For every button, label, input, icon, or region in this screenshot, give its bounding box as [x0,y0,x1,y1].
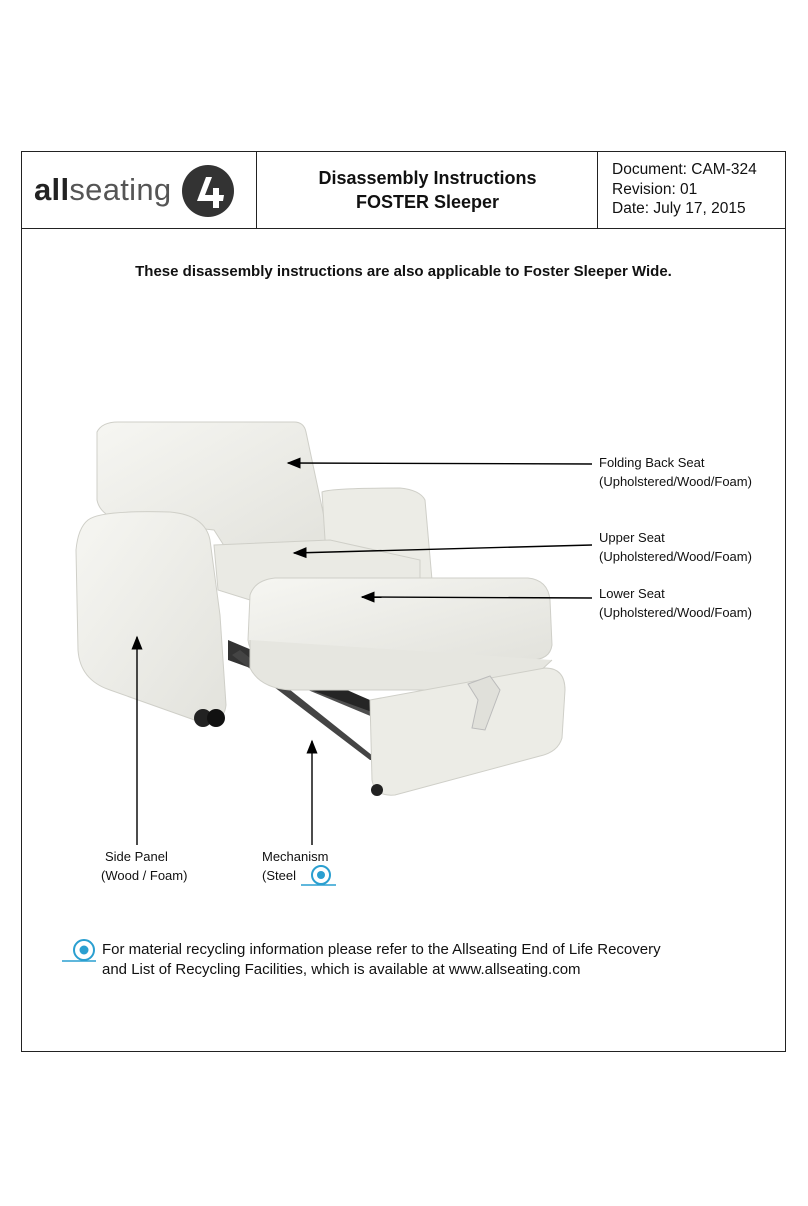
label-lower-seat: Lower Seat (Upholstered/Wood/Foam) [599,586,752,620]
callout-arrow [288,463,592,464]
label-mechanism: Mechanism (Steel [262,849,329,883]
document-number: Document: CAM-324 [612,161,757,178]
document-title: Disassembly Instructions FOSTER Sleeper [318,168,537,212]
label-side-panel: Side Panel (Wood / Foam) [101,849,188,883]
recycle-icon [62,940,96,961]
label-folding-back-seat: Folding Back Seat (Upholstered/Wood/Foam) [599,455,752,489]
recycling-note: For material recycling information please refer to the Allseating End of Life Recovery and List of Recycling Facilities, which is available at www.allseating.com [102,941,661,978]
date: Date: July 17, 2015 [612,200,746,217]
revision: Revision: 01 [612,180,698,198]
chair-graphic [76,422,565,796]
label-upper-seat: Upper Seat (Upholstered/Wood/Foam) [599,530,752,564]
applicability-note: These disassembly instructions are also applicable to Foster Sleeper Wide. [135,263,672,280]
callout-arrow [362,597,592,598]
brand-logo: allseating [34,172,172,207]
